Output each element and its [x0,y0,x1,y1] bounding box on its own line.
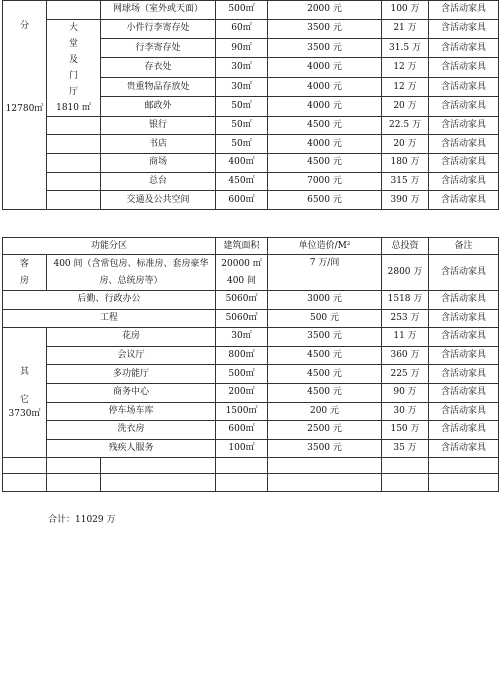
table-row [3,383,499,402]
zone-price: 3500 元 [268,39,382,58]
zone-note: 含活动家具 [429,135,499,154]
kefang-area [216,255,268,291]
zone-note: 含活动家具 [429,346,499,365]
zone-note: 含活动家具 [429,172,499,191]
zone-note: 含活动家具 [429,1,499,20]
zone-invest: 21 万 [382,19,429,38]
zone-area: 30㎡ [216,77,268,96]
zone-area: 500㎡ [216,365,268,384]
zone-price: 4000 元 [268,135,382,154]
lobby-char: 及 [68,54,78,65]
zone-name: 网球场（室外或天面） [101,1,216,20]
table-row [3,116,499,135]
lobby-char: 堂 [68,38,78,49]
table-row [3,346,499,365]
zone-area: 50㎡ [216,135,268,154]
zone-invest: 35 万 [382,439,429,458]
table-row [3,19,499,38]
zone-area: 100㎡ [216,439,268,458]
kefang-note: 含活动家具 [429,255,499,291]
zone-name: 邮政外 [101,97,216,116]
zone-area: 600㎡ [216,421,268,440]
kefang-desc: 400 间（含常包房、标准房、套房豪华房、总统房等） [47,255,216,291]
zone-invest: 90 万 [382,383,429,402]
zone-area: 50㎡ [216,116,268,135]
lobby-char: 厅 [68,86,78,97]
zone-price: 4000 元 [268,97,382,116]
zone-invest: 225 万 [382,365,429,384]
zone-invest: 390 万 [382,191,429,210]
zone-price: 3500 元 [268,328,382,347]
zone-invest: 31.5 万 [382,39,429,58]
zone-name: 书店 [101,135,216,154]
header-zone: 功能分区 [3,238,216,255]
other-area: 3730㎡ [8,408,41,419]
zone-name: 总台 [101,172,216,191]
zone-area: 30㎡ [216,58,268,77]
zone-area: 1500㎡ [216,402,268,421]
zone-invest: 20 万 [382,135,429,154]
zone-name: 商场 [101,154,216,173]
gongcheng-invest: 253 万 [382,309,429,328]
zone-name: 贵重物品存放处 [101,77,216,96]
header-invest: 总投资 [382,238,429,255]
zone-invest: 12 万 [382,77,429,96]
empty-cell [47,154,101,173]
zone-invest: 12 万 [382,58,429,77]
empty-cell [47,1,101,20]
kefang-price: 7 万/间 [268,255,382,291]
category-fen-cell [3,1,47,210]
zone-note: 含活动家具 [429,19,499,38]
zone-price: 4500 元 [268,346,382,365]
zone-area: 800㎡ [216,346,268,365]
zone-price: 4000 元 [268,58,382,77]
other-group-cell [3,328,47,458]
zone-invest: 100 万 [382,1,429,20]
header-area: 建筑面积 [216,238,268,255]
houqin-note: 含活动家具 [429,291,499,310]
empty-row [3,458,499,474]
kefang-invest: 2800 万 [382,255,429,291]
empty-cell [47,116,101,135]
zone-invest: 20 万 [382,97,429,116]
category-fen-label: 分 [19,21,29,31]
zone-name: 残疾人服务 [47,439,216,458]
zone-price: 4500 元 [268,116,382,135]
investment-table-2 [2,237,499,492]
lobby-group-cell [47,19,101,116]
zone-price: 3500 元 [268,19,382,38]
kefang-char-2: 房 [19,275,29,286]
kefang-char-1: 客 [19,258,29,269]
houqin-price: 3000 元 [268,291,382,310]
zone-invest: 30 万 [382,402,429,421]
header-price: 单位造价/M² [268,238,382,255]
other-char-1: 其 [19,366,29,377]
zone-note: 含活动家具 [429,39,499,58]
kefang-area-line2: 400 间 [226,275,257,286]
zone-note: 含活动家具 [429,439,499,458]
empty-cell [47,135,101,154]
zone-note: 含活动家具 [429,97,499,116]
zone-price: 6500 元 [268,191,382,210]
zone-price: 2000 元 [268,1,382,20]
zone-invest: 150 万 [382,421,429,440]
investment-table-1 [2,0,499,210]
zone-name: 洗衣房 [47,421,216,440]
table-row [3,135,499,154]
zone-area: 600㎡ [216,191,268,210]
zone-area: 500㎡ [216,1,268,20]
zone-price: 4500 元 [268,154,382,173]
gongcheng-name: 工程 [3,309,216,328]
zone-invest: 22.5 万 [382,116,429,135]
table-row [3,191,499,210]
houqin-row [3,291,499,310]
zone-name: 停车场车库 [47,402,216,421]
zone-invest: 11 万 [382,328,429,347]
zone-name: 银行 [101,116,216,135]
header-note: 备注 [429,238,499,255]
zone-invest: 360 万 [382,346,429,365]
zone-name: 存衣处 [101,58,216,77]
empty-row [3,474,499,492]
gongcheng-price: 500 元 [268,309,382,328]
gongcheng-note: 含活动家具 [429,309,499,328]
zone-area: 30㎡ [216,328,268,347]
zone-note: 含活动家具 [429,154,499,173]
houqin-area: 5060㎡ [216,291,268,310]
zone-area: 200㎡ [216,383,268,402]
zone-name: 交通及公共空间 [101,191,216,210]
zone-price: 7000 元 [268,172,382,191]
zone-name: 花房 [47,328,216,347]
zone-invest: 180 万 [382,154,429,173]
lobby-char: 门 [68,70,78,81]
empty-cell [47,191,101,210]
zone-price: 2500 元 [268,421,382,440]
zone-area: 450㎡ [216,172,268,191]
zone-name: 行李寄存处 [101,39,216,58]
zone-note: 含活动家具 [429,116,499,135]
zone-price: 3500 元 [268,439,382,458]
zone-note: 含活动家具 [429,58,499,77]
table-row [3,172,499,191]
other-char-2: 它 [19,394,29,405]
kefang-area-line1: 20000 ㎡ [221,258,262,269]
zone-note: 含活动家具 [429,402,499,421]
zone-area: 60㎡ [216,19,268,38]
zone-invest: 315 万 [382,172,429,191]
zone-name: 小件行李寄存处 [101,19,216,38]
houqin-invest: 1518 万 [382,291,429,310]
gongcheng-row [3,309,499,328]
table-row [3,154,499,173]
zone-price: 200 元 [268,402,382,421]
gongcheng-area: 5060㎡ [216,309,268,328]
zone-area: 400㎡ [216,154,268,173]
zone-price: 4500 元 [268,383,382,402]
lobby-area: 1810 ㎡ [56,102,91,113]
header-row [3,238,499,255]
zone-note: 含活动家具 [429,77,499,96]
zone-area: 90㎡ [216,39,268,58]
zone-note: 含活动家具 [429,365,499,384]
zone-note: 含活动家具 [429,328,499,347]
table-row [3,1,499,20]
zone-area: 50㎡ [216,97,268,116]
zone-note: 含活动家具 [429,383,499,402]
category-total-area: 12780㎡ [5,104,44,114]
zone-price: 4500 元 [268,365,382,384]
grand-total: 合计：11029 万 [48,515,116,525]
table-row [3,402,499,421]
table-row [3,328,499,347]
table-row [3,421,499,440]
houqin-name: 后勤、行政办公 [3,291,216,310]
zone-name: 商务中心 [47,383,216,402]
table-row [3,439,499,458]
lobby-char: 大 [68,22,78,33]
table-row [3,365,499,384]
zone-note: 含活动家具 [429,191,499,210]
zone-note: 含活动家具 [429,421,499,440]
zone-price: 4000 元 [268,77,382,96]
kefang-label [3,255,47,291]
empty-cell [47,172,101,191]
zone-name: 会议厅 [47,346,216,365]
zone-name: 多功能厅 [47,365,216,384]
kefang-row [3,255,499,291]
